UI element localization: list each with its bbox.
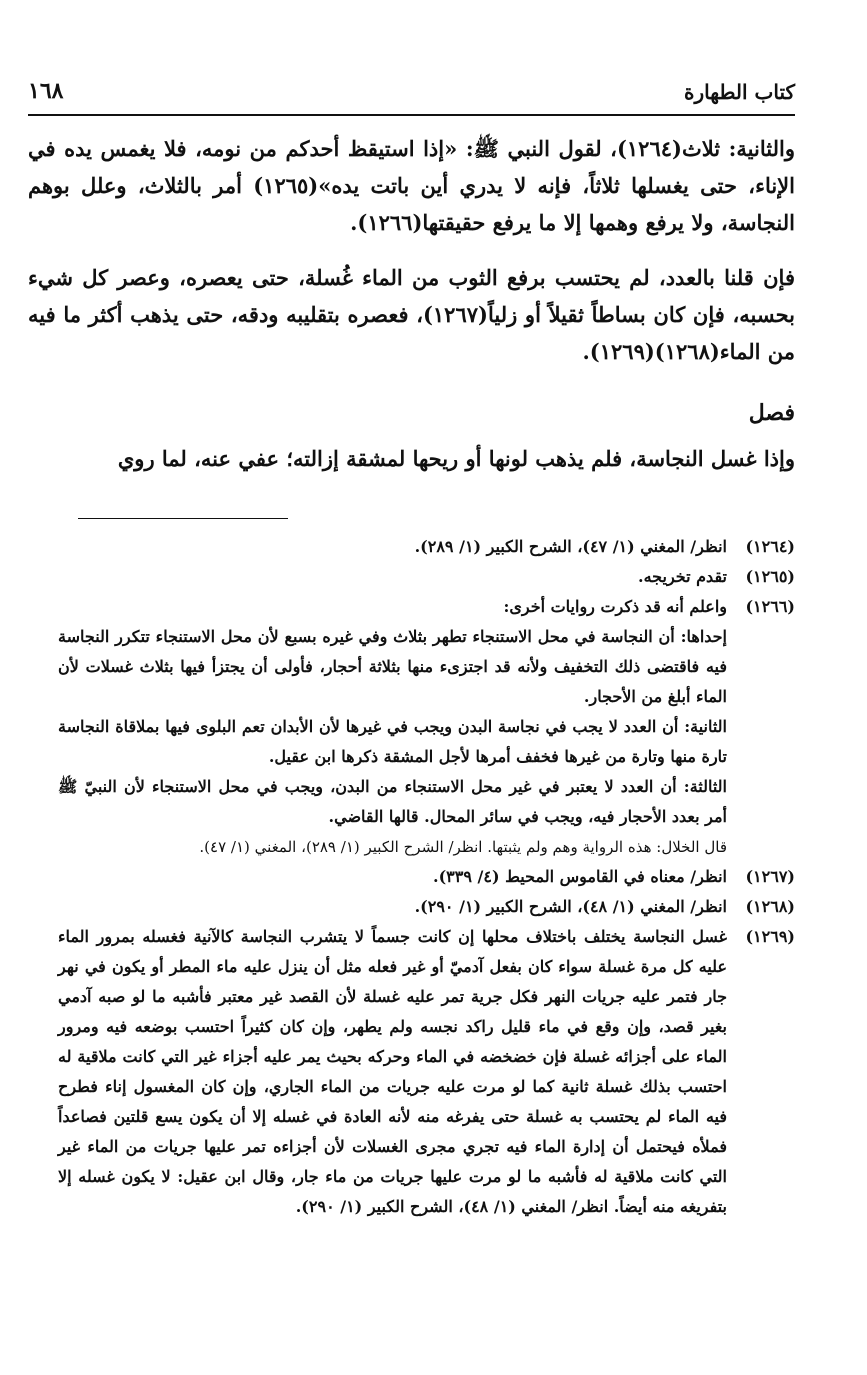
subitem-text: أن العدد لا يعتبر في غير محل الاستنجاء من البدن، ويجب في محل الاستنجاء لأن النبيّ ﷺ أمر بعدد الأحجار فيه، ويجب في سائر المحال. قالها القاضي.	[58, 777, 727, 826]
footnote-number: (١٢٦٦)	[745, 597, 795, 616]
footnote-number: (١٢٦٤)	[745, 537, 795, 556]
footnote-text: تقدم تخريجه.	[638, 567, 727, 586]
footnote-text: انظر/ معناه في القاموس المحيط (٤/ ٣٣٩).	[433, 867, 727, 886]
paragraph-section: وإذا غسل النجاسة، فلم يذهب لونها أو ريحها لمشقة إزالته؛ عفي عنه، لما روي	[117, 446, 795, 471]
footnote	[58, 592, 795, 622]
footnote	[58, 532, 795, 562]
page-header	[28, 68, 795, 116]
footnote	[58, 862, 795, 892]
footnotes	[58, 532, 795, 1222]
footnote-divider	[78, 518, 288, 519]
footnote	[58, 922, 795, 1222]
paragraph-second-narration	[28, 130, 795, 241]
footnote-subitem	[58, 832, 727, 862]
book-title: كتاب الطهارة	[684, 80, 795, 104]
subitem-text: أن النجاسة في محل الاستنجاء تطهر بثلاث وفي غيره بسبع لأن محل الاستنجاء تتكرر النجاسة فيه فاقتضى ذلك التخفيف ولأنه قد اجتزىء منها بثلاثة أحجار، فأولى أن يجتزأ فيها بثلاث غسلات لأن الماء أبلغ من الأحجار.	[58, 627, 727, 706]
page-number: ١٦٨	[28, 78, 64, 104]
hadith-quote: «إذا استيقظ أحدكم من نومه، فلا يغمس يده في الإناء، حتى يغسلها ثلاثاً، فإنه لا يدري أين باتت يده»	[28, 136, 795, 198]
subitem-text: أن العدد لا يجب في نجاسة البدن ويجب في غيرها لأن الأبدان تعم البلوى فيها بملاقاة النجاسة تارة منها وتارة من غيرها فخفف أمرها لأجل المشقة ذكرها ابن عقيل.	[58, 717, 727, 766]
footnote-subitem	[58, 772, 727, 832]
paragraph-lead: والثانية:	[728, 136, 795, 161]
subitem-text: قال الخلال: هذه الرواية وهم ولم يثبتها. انظر/ الشرح الكبير (١/ ٢٨٩)، المغني (١/ ٤٧).	[199, 838, 727, 856]
main-text	[28, 130, 795, 495]
footnote-text: انظر/ المغني (١/ ٤٧)، الشرح الكبير (١/ ٢٨٩).	[414, 537, 727, 556]
footnote-text: غسل النجاسة يختلف باختلاف محلها إن كانت جسماً لا يتشرب النجاسة كالآنية فغسله بمرور الماء عليه كل مرة غسلة سواء كان بفعل آدميّ أو غير فعله مثل أن ينزل عليه ماء المطر أو يكون في نهر جار فتمر عليه جريات النهر فكل جرية تمر عليه غسلة لأن القصد غير معتبر فأشبه ما لو صبه آدمي بغير قصد، وإن وقع في ماء قليل راكد نجسه ولم يطهر، وإن كان كثيراً احتسب بوضعه فيه ومرور الماء على أجزائه غسلة فإن خضخضه في الماء وحركه بحيث يمر عليه أجزاء غير التي كانت ملاقية له احتسب بذلك غسلة ثانية كما لو مرت عليه جريات من الماء الجاري، وإن كان المغسول إناء فطرح فيه الماء لم يحتسب به غسلة حتى يفرغه منه لأنه العادة في غسله إلا أن يكون يسع قلتين فصاعداً فملأه فيحتمل أن إدارة الماء فيه تجري مجرى الغسلات لأن أجزاءه تمر عليها جريات من الماء غير التي كانت ملاقية له فأشبه ما لو مرت عليها جريات من ماء جار، وقال ابن عقيل: لا يكون غسله إلا بتفريغه منه أيضاً. انظر/ المغني (١/ ٤٨)، الشرح الكبير (١/ ٢٩٠).	[58, 927, 728, 1216]
footnote-text: واعلم أنه قد ذكرت روايات أخرى:	[503, 597, 727, 616]
footnote-number: (١٢٦٧)	[745, 867, 795, 886]
section-title: فصل	[748, 400, 795, 426]
footnote	[58, 562, 795, 592]
subitem-key: الثالثة:	[683, 777, 727, 796]
paragraph-counting: فإن قلنا بالعدد، لم يحتسب برفع الثوب من الماء غُسلة، حتى يعصره، وعصر كل شيء بحسبه، فإن كان بساطاً ثقيلاً أو زلياً(١٢٦٧)، فعصره بتقليبه ودقه، حتى يذهب أكثر ما فيه من الماء(١٢٦٨)(١٢٦٩).	[28, 265, 795, 364]
footnote-subitem	[58, 622, 727, 712]
subitem-key: الثانية:	[684, 717, 727, 736]
footnote-text: انظر/ المغني (١/ ٤٨)، الشرح الكبير (١/ ٢٩٠).	[414, 897, 727, 916]
footnote-number: (١٢٦٩)	[745, 927, 795, 946]
subitem-key: إحداها:	[680, 627, 727, 646]
footnote	[58, 892, 795, 922]
paragraph-text: ثلاث(١٢٦٤)، لقول النبي ﷺ:	[457, 136, 729, 161]
footnote-subitem	[58, 712, 727, 772]
footnote-number: (١٢٦٥)	[745, 567, 795, 586]
footnote-number: (١٢٦٨)	[745, 897, 795, 916]
paragraph-text: (١٢٦٥) أمر بالثلاث، وعلل بوهم النجاسة، ولا يرفع وهمها إلا ما يرفع حقيقتها(١٢٦٦).	[28, 173, 795, 235]
